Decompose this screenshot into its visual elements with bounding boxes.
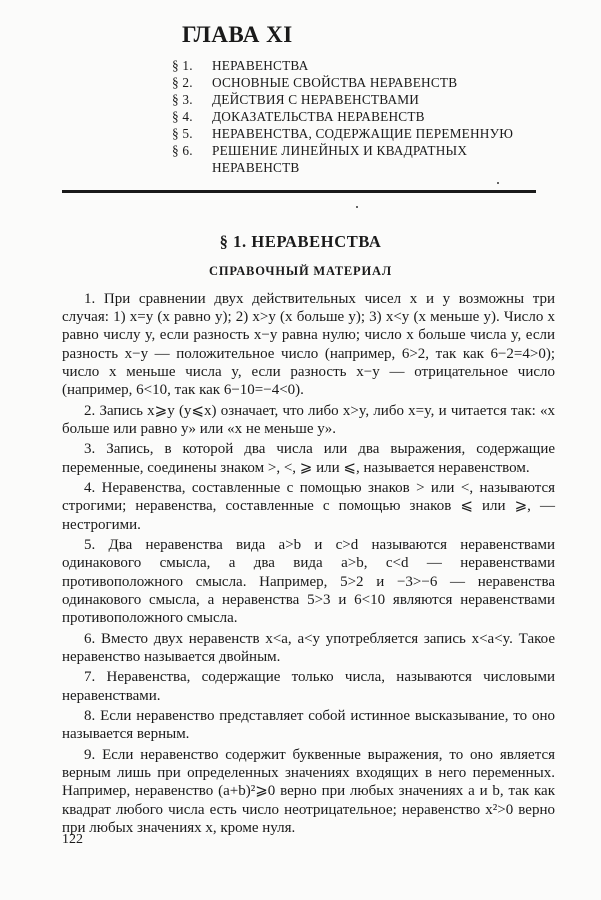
toc-item-title: ОСНОВНЫЕ СВОЙСТВА НЕРАВЕНСТВ [212, 75, 458, 90]
toc-item [172, 142, 552, 176]
toc-item [172, 74, 552, 91]
paragraph-8: 8. Если неравенство представляет собой истинное высказывание, то оно называется верным. [62, 708, 555, 743]
toc-item [172, 108, 552, 125]
paragraph-9: 9. Если неравенство содержит буквенные выражения, то оно является верным лишь при определенных значениях входящих в него переменных. Например, неравенство (a+b)²⩾0 верно при любых значениях a и b, так как квадрат любого числа есть число неотрицательное; неравенство x²>0 верно при любых значениях x, кроме нуля. [62, 747, 555, 836]
toc-item-number: § 2. [172, 75, 193, 90]
toc-item-number: § 3. [172, 92, 193, 107]
toc-item [172, 57, 552, 74]
toc-item-number: § 6. [172, 143, 193, 158]
toc-item-title: РЕШЕНИЕ ЛИНЕЙНЫХ И КВАДРАТНЫХ НЕРАВЕНСТВ [212, 143, 468, 175]
paragraph-2: 2. Запись x⩾y (y⩽x) означает, что либо x>y, либо x=y, и читается так: «x больше или равно y» или «x не меньше y». [62, 402, 555, 437]
page-number: 122 [62, 832, 83, 847]
toc-item-title: НЕРАВЕНСТВА, СОДЕРЖАЩИЕ ПЕРЕМЕННУЮ [212, 126, 514, 141]
print-speck [356, 206, 358, 208]
section-subheading: СПРАВОЧНЫЙ МАТЕРИАЛ [209, 264, 392, 278]
section-divider [62, 190, 536, 193]
paragraph-6: 6. Вместо двух неравенств x<a, a<y употребляется запись x<a<y. Такое неравенство называется двойным. [62, 630, 555, 665]
toc-item-number: § 1. [172, 58, 193, 73]
toc-item-title: НЕРАВЕНСТВА [212, 58, 309, 73]
print-speck [497, 182, 499, 184]
section-title: § 1. НЕРАВЕНСТВА [219, 232, 382, 251]
toc-item-number: § 4. [172, 109, 193, 124]
paragraph-5: 5. Два неравенства вида a>b и c>d называются неравенствами одинакового смысла, а два вида a>b, c<d — неравенствами противоположного смысла. Например, 5>2 и −3>−6 — неравенства одинакового смысла, а неравенства 5>3 и 6<10 являются неравенствами противоположного смысла. [62, 537, 555, 627]
chapter-title: ГЛАВА XI [182, 22, 293, 47]
reference-material [62, 290, 555, 839]
toc-item-title: ДЕЙСТВИЯ С НЕРАВЕНСТВАМИ [212, 92, 420, 107]
toc-item-title: ДОКАЗАТЕЛЬСТВА НЕРАВЕНСТВ [212, 109, 425, 124]
toc-item [172, 125, 552, 142]
paragraph-7: 7. Неравенства, содержащие только числа, называются числовыми неравенствами. [62, 669, 555, 704]
toc-item-number: § 5. [172, 126, 193, 141]
paragraph-3: 3. Запись, в которой два числа или два выражения, содержащие переменные, соединены знаком >, <, ⩾ или ⩽, называется неравенством. [62, 441, 555, 476]
paragraph-4: 4. Неравенства, составленные с помощью знаков > или <, называются строгими; неравенства, составленные с помощью знаков ⩽ или ⩾, — нестрогими. [62, 480, 555, 533]
chapter-contents [172, 57, 552, 176]
toc-item [172, 91, 552, 108]
paragraph-1: 1. При сравнении двух действительных чисел x и y возможны три случая: 1) x=y (x равно y); 2) x>y (x больше y); 3) x<y (x меньше y). Число x равно числу y, если разность x−y равна нулю; число x больше числа y, если разность x−y — положительное число (например, 6>2, так как 6−2=4>0); число x меньше числа y, если разность x−y — отрицательное число (например, 6<10, так как 6−10=−4<0). [62, 291, 555, 399]
